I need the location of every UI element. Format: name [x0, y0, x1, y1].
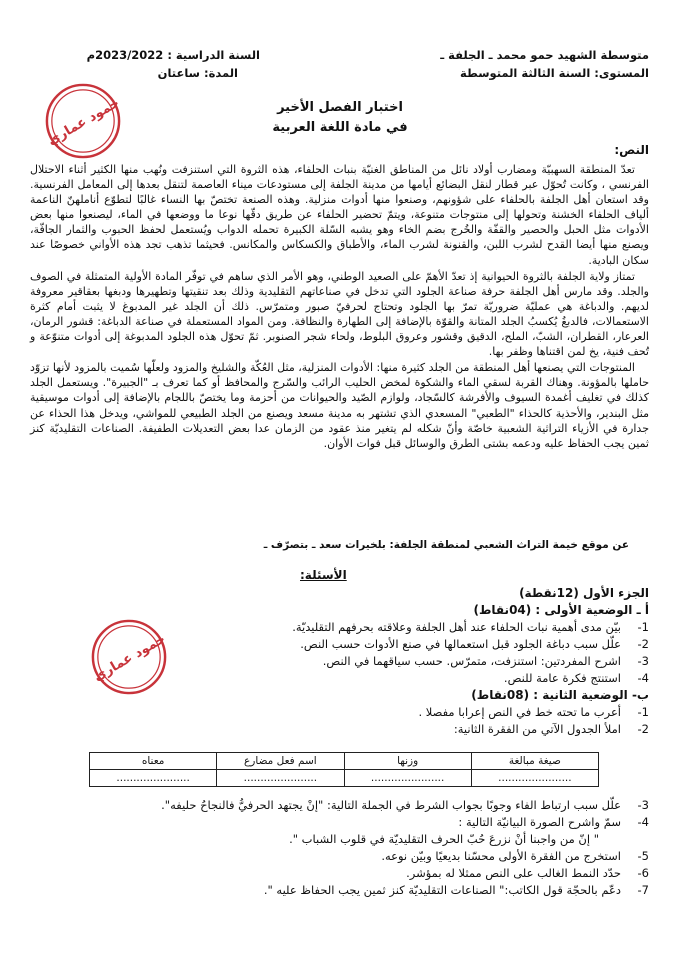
header-right — [440, 46, 649, 82]
title-line1: اختبار الفصل الأخير — [277, 100, 403, 115]
table-row — [90, 770, 599, 787]
situation2-title: ب- الوضعية الثانية : (08نقاط) — [471, 688, 649, 702]
table-cell: ...................... — [217, 770, 344, 787]
question-2-1: 1- أعرب ما تحته خط في النص إعرابا مفصلا . — [418, 705, 649, 719]
text-label: النص: — [614, 143, 649, 157]
table-cell: ...................... — [90, 770, 217, 787]
question-1-4: 4- استنتج فكرة عامة للنص. — [503, 671, 649, 685]
question-2-7: 7- دعّم بالحجّة قول الكاتب:" الصناعات التقليديّة كنز ثمين يجب الحفاظ عليه ". — [263, 883, 649, 897]
level-label: المستوى: السنة الثالثة المتوسطة — [460, 66, 649, 80]
question-1-3: 3- اشرح المفردتين: استنزفت، متمرّس. حسب سياقهما في النص. — [322, 654, 649, 668]
text-source: عن موقع خيمة التراث الشعبي لمنطقة الجلفة: بلخيرات سعد ـ بتصرّف ـ — [263, 539, 629, 551]
table-header: اسم فعل مضارع — [217, 753, 344, 770]
table-cell: ...................... — [344, 770, 471, 787]
part-one-cont — [60, 797, 649, 899]
svg-text:حمود عماري: حمود عماري — [91, 631, 169, 685]
part1-title: الجزء الأول (12نقطة) — [519, 586, 649, 600]
question-2-3: 3- علّل سبب ارتباط الفاء وجوبًا بجواب الشرط في الجملة التالية: "إنْ يجتهد الحرفيُّ فالنجاحُ حليفه". — [161, 798, 649, 812]
title-line2: في مادة اللغة العربية — [272, 120, 408, 135]
paragraph-3: المنتوجات التي يصنعها أهل المنطقة من الجلد كثيرة منها: الأدوات المنزلية، مثل العُكّة والشليخ والمزود ولعلّها سُميت بالمزود لأنها تزوّد حاملها بالمؤونة. وهناك القربة لسقي الماء والشكوة لمخض الحليب الرائب والسّرج والمحافظ أو كما تعرف بـ "الجبيرة". ويستعمل الجلد كذلك في تغليف أغمدة السيوف والأفرشة كالسّجاد، ولوازم الصّيد والحيوانات من أحزمة وما يختصّ باللجام بالإضافة إلى أدوات موسيقية مثل البندير، والأحذية كالحذاء "الطعبي" المسعدي الذي تشتهر به مدينة مسعد ويصنع من الجلد الطبيعي للمواشي، ويدخل هذا الحذاء عن جدارة في الأزياء التراثية الشعبية خاصّة وأنّ شكله لم يتغير منذ عقود من الزمان عدا بعض التعديلات الطفيفة. الصناعات التقليديّة كنز ثمين يجب الحفاظ عليه ودعمه بشتى الطرق والوسائل قبل فوات الأوان. — [30, 361, 649, 450]
teacher-stamp-2 — [88, 616, 170, 698]
question-2-2: 2- املأ الجدول الآتي من الفقرة الثانية: — [453, 722, 649, 736]
header-left — [60, 46, 260, 82]
paragraph-2: تمتاز ولاية الجلفة بالثروة الحيوانية إذ تعدّ الأهمّ على الصعيد الوطني، وهو الأمر الذي ساهم في توفّر المادة الأولية المتمثلة في الصوف والجلد. وقد مارس أهل الجلفة حرفة صناعة الجلود التي تدخل في صناعاتهم التقليدية وذلك بعد تنقيتها وتطهيرها ودبغها بعقاقير معروفة لديهم. والدباغة هي عمليّة ضروريّة تمرّ بها الجلود وتحتاج لحرفيّ صبور ومتمرّس. ذلك أن الجلد غير المدبوغ لا يثبت أمام كثرة الاستعمالات، فالدبغُ يُكسبُ الجلد المتانة والقوّة بالإضافة إلى الطهارة والنظافة. ومن المواد المستعملة في صناعة الدباغة: قشور الرمان، العرعار، القطران، الشبّ، الملح، الدقيق وقشور وعروق البلوط، ولحاء شجر الصنوبر. ثمّ تحوّل هذه الجلود المدبوغة إلى أدوات متنوّعة و تُحف فنية، يخ لمن اقتناها وظفر بها. — [30, 269, 649, 359]
question-1-2: 2- علّل سبب دباغة الجلود قبل استعمالها في صنع الأدوات حسب النص. — [300, 637, 649, 651]
school-name: متوسطة الشهيد حمو محمد ـ الجلفة ـ — [440, 48, 649, 62]
grammar-table — [89, 752, 599, 787]
school-year: السنة الدراسية : 2023/2022م — [86, 48, 260, 62]
exam-duration: المدة: ساعتان — [157, 66, 238, 80]
svg-text:حمود عماري: حمود عماري — [45, 95, 123, 149]
exam-title — [230, 98, 450, 138]
table-header: صيغة مبالغة — [471, 753, 598, 770]
question-2-6: 6- حدّد النمط الغالب على النص ممثلا له بمؤشر. — [406, 866, 649, 880]
stamp-graphic-2 — [88, 616, 170, 698]
stamp-graphic — [42, 80, 124, 162]
table-header: معناه — [90, 753, 217, 770]
table-header: وزنها — [344, 753, 471, 770]
table-cell: ...................... — [471, 770, 598, 787]
teacher-stamp — [42, 80, 124, 162]
question-2-4: 4- سمّ واشرح الصورة البيانيّة التالية : — [458, 815, 649, 829]
situation1-title: أ ـ الوضعية الأولى : (04نقاط) — [473, 603, 649, 617]
questions-label: الأسئلة: — [300, 568, 347, 582]
question-1-1: 1- بيّن مدى أهمية نبات الحلفاء عند أهل الجلفة وعلاقته بحرفهم التقليديّة. — [292, 620, 649, 634]
question-2-4-quote: " إنّ من واجبنا أنْ نزرعَ حُبّ الحرف التقليديّة في قلوب الشباب ". — [289, 832, 599, 846]
paragraph-1: تعدّ المنطقة السهبيّة ومضارب أولاد نائل من المناطق الغنيّة بنبات الحلفاء، هذه الثروة التي استنزفت ونُهب منها الكثير أثناء الاحتلال الفرنسي ، وكانت تُحوّل عبر قطار لنقل البضائع أيامها من مدينة الجلفة إلى مستودعات ميناء العاصمة لتنقل بعدها إلى المعامل الفرنسية. وقد استعان أهل الجلفة بالحلفاء على شؤونهم، وصنعوا منها أدوات منزلية. وهذه الصنعة تختصّ بها النساء غالبًا لتطوّع أناملهنّ الناعمة ألياف الحلفاء الخشنة وتحولها إلى منتوجات متنوعة، ويتمّ تحضير الحلفاء عن طريق دقّها نوعا ما ووضعها في الماء، ليصنعوا منها بعض الأدوات مثل الحبل والحصير والقفّة والخُرج بضم الخاء وهو يشبه السّلة الكبيرة تحمله الدواب ويُستعمل لحفظ الحبوب والثمار الجافّة، ويصنع منها أيضا القدح لشرب اللبن، والقنونة لشرب الماء، والأطباق والكسكاس والمكانس. فحيثما تذهب تجد هذه الأواني خصوصًا عند سكان البادية. — [30, 163, 649, 267]
reading-text — [30, 162, 649, 452]
question-2-5: 5- استخرج من الفقرة الأولى محسّنا بديعيًا وبيّن نوعه. — [381, 849, 649, 863]
table-header-row — [90, 753, 599, 770]
